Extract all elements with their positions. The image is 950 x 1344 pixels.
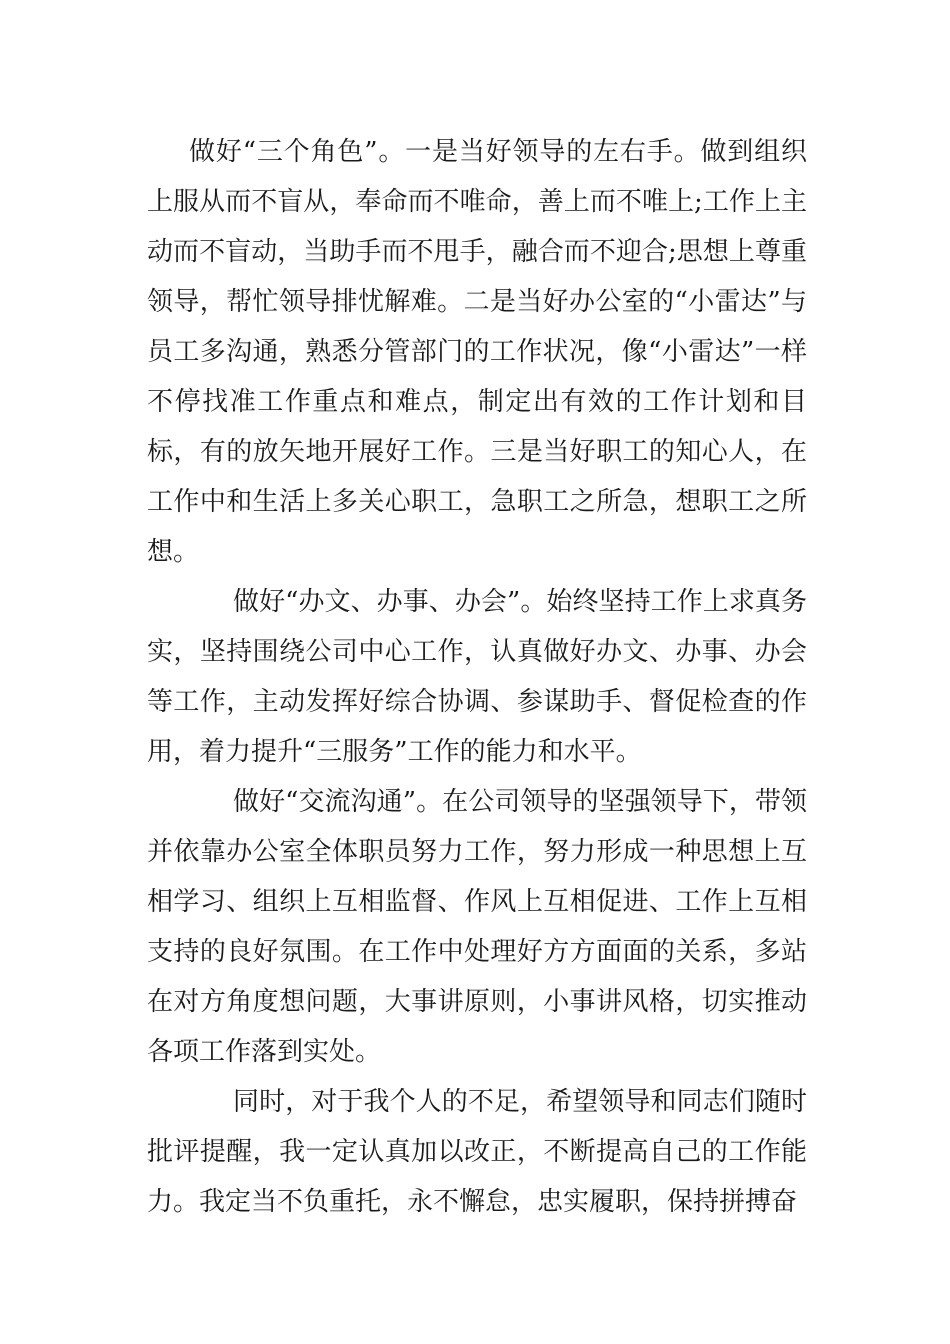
- document-body: [147, 127, 807, 1227]
- paragraph-documents-affairs-meetings: 做好“办文、办事、办会”。始终坚持工作上求真务实，坚持围绕公司中心工作，认真做好办文、办事、办会等工作，主动发挥好综合协调、参谋助手、督促检查的作用，着力提升“三服务”工作的能力和水平。: [147, 587, 807, 767]
- paragraph-three-roles: 做好“三个角色”。一是当好领导的左右手。做到组织上服从而不盲从，奉命而不唯命，善上而不唯上;工作上主动而不盲动，当助手而不甩手，融合而不迎合;思想上尊重领导，帮忙领导排忧解难。二是当好办公室的“小雷达”与员工多沟通，熟悉分管部门的工作状况，像“小雷达”一样不停找准工作重点和难点，制定出有效的工作计划和目标，有的放矢地开展好工作。三是当好职工的知心人，在工作中和生活上多关心职工，急职工之所急，想职工之所想。: [147, 137, 807, 567]
- paragraph-communication: 做好“交流沟通”。在公司领导的坚强领导下，带领并依靠办公室全体职员努力工作，努力形成一种思想上互相学习、组织上互相监督、作风上互相促进、工作上互相支持的良好氛围。在工作中处理好方方面面的关系，多站在对方角度想问题，大事讲原则，小事讲风格，切实推动各项工作落到实处。: [147, 787, 807, 1067]
- paragraph-closing: 同时，对于我个人的不足，希望领导和同志们随时批评提醒，我一定认真加以改正，不断提高自己的工作能力。我定当不负重托，永不懈怠，忠实履职，保持拼搏奋: [147, 1087, 807, 1217]
